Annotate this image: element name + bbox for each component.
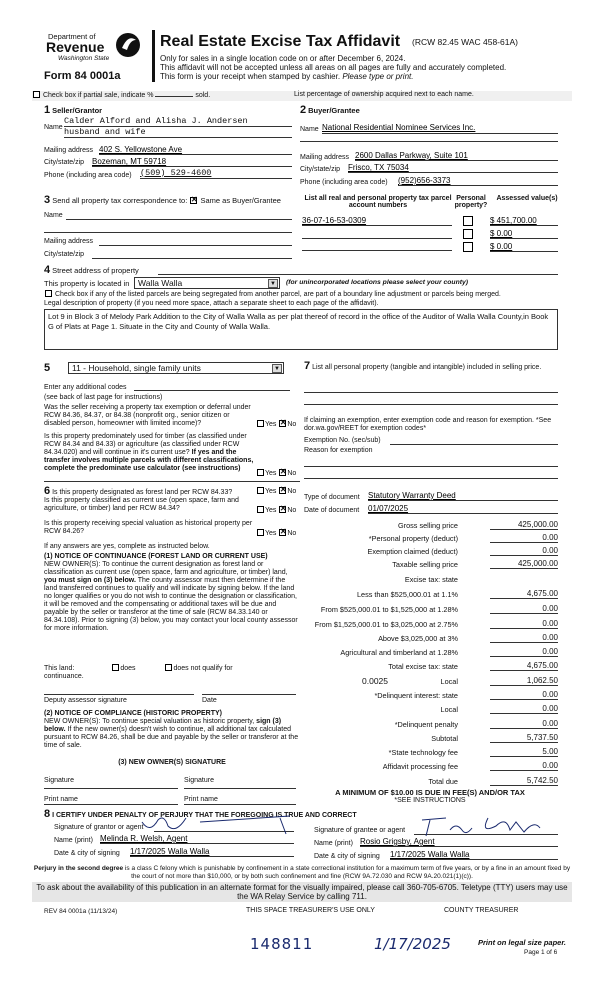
buyer-phone-label: Phone (including area code) (300, 179, 388, 186)
section-4-header (44, 264, 139, 276)
seller-city-value: Bozeman, MT 59718 (92, 157, 167, 166)
s6-p1 (44, 561, 300, 633)
partial-pct-field[interactable] (155, 96, 193, 97)
s3-mailing-label: Mailing address (44, 238, 94, 245)
calc-to1525-value[interactable]: 0.00 (490, 604, 558, 614)
doc-date-field[interactable] (368, 504, 558, 514)
calc-local-label: Local (440, 677, 458, 686)
location-select[interactable] (134, 277, 280, 289)
calc-to3025-label: From $1,525,000.01 to $3,025,000 at 2.75% (314, 620, 458, 629)
parcel-field-2[interactable] (302, 238, 452, 239)
personal-checkbox-1[interactable] (463, 216, 473, 226)
section-7-header (304, 362, 560, 372)
calc-interest-state-value[interactable]: 0.00 (490, 690, 558, 700)
s5-q2-yes-checkbox[interactable] (257, 469, 264, 476)
calc-penalty-label: *Delinquent penalty (394, 720, 458, 729)
county-treasurer: COUNTY TREASURER (444, 907, 519, 914)
personal-prop-line-2[interactable] (304, 404, 558, 405)
dept-state: Washington State (58, 55, 110, 62)
buyer-mailing-field[interactable] (355, 151, 558, 161)
s5-q1-yes-label: Yes (265, 421, 277, 428)
calc-less525-value[interactable]: 4,675.00 (490, 589, 558, 599)
seller-phone-label: Phone (including area code) (44, 172, 132, 179)
treasurer-use: THIS SPACE TREASURER'S USE ONLY (246, 907, 375, 914)
does-checkbox[interactable] (112, 664, 119, 671)
continuance-label: continuance. (44, 673, 84, 680)
buyer-title: Buyer/Grantee (308, 106, 360, 115)
availability-banner: To ask about the availability of this publication in an alternate format for the visually impaired, please call 360-705-6705. Teletype (TTY) users may use the WA Relay Service by calling 711. (32, 882, 572, 902)
calc-subtotal (300, 733, 560, 745)
s5-divider (44, 481, 300, 482)
s5-q1-answer (256, 420, 296, 428)
grantor-date-field[interactable] (130, 847, 294, 857)
s6-q3-no-checkbox[interactable] (279, 529, 286, 536)
calc-taxable-label: Taxable selling price (392, 560, 458, 569)
form-citation: (RCW 82.45 WAC 458-61A) (412, 37, 518, 47)
reason-label: Reason for exemption (304, 447, 373, 454)
owner-sig-label-1: Signature (44, 777, 74, 784)
s6-q1-no-checkbox[interactable] (279, 487, 286, 494)
seller-name-field-line2[interactable]: husband and wife (64, 127, 292, 138)
seller-name-field[interactable]: Calder Alford and Alisha J. Andersen (64, 116, 292, 127)
s5-q2-no-label: No (287, 470, 297, 477)
s6-p2b: sign (3) below. (44, 718, 282, 733)
header-divider (152, 30, 155, 82)
calc-to1525 (300, 604, 560, 616)
segregation-checkbox[interactable] (45, 290, 52, 297)
calc-exemption-label: Exemption claimed (deduct) (367, 547, 458, 556)
s6-q2-yes-label: Yes (265, 507, 277, 514)
calc-gross (300, 520, 560, 532)
s6-p1a: NEW OWNER(S): To continue the current designation as forest land or classification as current use (open space, farm and agriculture, or timber) land, (44, 561, 288, 576)
s3-name-line2[interactable] (44, 232, 292, 233)
s6-q2-no-checkbox[interactable] (279, 506, 286, 513)
calc-above-value[interactable]: 0.00 (490, 633, 558, 643)
calc-less525-label: Less than $525,000.01 at 1.1% (356, 590, 458, 599)
partial-sale-row (32, 91, 572, 101)
calc-total-state-label: Total excise tax: state (388, 662, 458, 671)
doc-type-value: Statutory Warranty Deed (368, 491, 456, 500)
see-back-note: (see back of last page for instructions) (44, 394, 163, 401)
seller-phone-field[interactable] (140, 168, 292, 179)
calc-interest-local-label: Local (440, 705, 458, 714)
grantee-date-label: Date & city of signing (314, 853, 380, 860)
calc-total-due-label: Total due (428, 777, 458, 786)
seller-city-label: City/state/zip (44, 159, 85, 166)
buyer-section-title (300, 104, 360, 116)
deputy-sig-line[interactable] (44, 694, 194, 695)
grantee-date-value: 1/17/2025 Walla Walla (390, 850, 470, 859)
land-use-select[interactable] (68, 362, 284, 374)
grantor-date-label: Date & city of signing (54, 850, 120, 857)
parcel-header: List all real and personal property tax parcel account numbers (304, 195, 452, 209)
calc-to3025-value[interactable]: 0.00 (490, 619, 558, 629)
reason-line-1[interactable] (304, 466, 558, 467)
assessed-value-1: $ 451,700.00 (490, 216, 537, 225)
calc-penalty (300, 719, 560, 731)
buyer-mailing-value: 2600 Dallas Parkway, Suite 101 (355, 151, 468, 160)
street-address-line[interactable] (158, 274, 558, 275)
calc-above (300, 633, 560, 645)
section-3-text: Send all property tax correspondence to: (52, 196, 188, 205)
section-7-text: List all personal property (tangible and intangible) included in selling price. (312, 364, 542, 371)
s6-p2 (44, 718, 300, 750)
owner-print-label-1: Print name (44, 796, 78, 803)
deputy-date-label: Date (202, 697, 217, 704)
s6-q3-yes-checkbox[interactable] (257, 529, 264, 536)
calc-gross-value[interactable]: 425,000.00 (490, 520, 558, 530)
calc-personal-value[interactable]: 0.00 (490, 533, 558, 543)
s3-mailing-line[interactable] (99, 245, 292, 246)
calc-agri (300, 647, 560, 659)
calc-total-state (300, 661, 560, 673)
calc-excise-state (300, 574, 560, 586)
calc-tech-fee-value[interactable]: 5.00 (490, 747, 558, 757)
exempt-text: If claiming an exemption, enter exemption code and reason for exemption. *See dor.wa.gov/REET for exemption codes* (304, 417, 552, 432)
calc-penalty-value[interactable]: 0.00 (490, 719, 558, 729)
section-8-number: 8 (44, 808, 51, 820)
does-not-label: does not qualify for (173, 665, 233, 672)
personal-header: Personal property? (454, 195, 488, 209)
doc-type-label: Type of document (304, 494, 360, 501)
calc-taxable (300, 559, 560, 571)
certify-text: I CERTIFY UNDER PENALTY OF PERJURY THAT THE FOREGOING IS TRUE AND CORRECT (52, 812, 357, 819)
assessed-value-2: $ 0.00 (490, 229, 513, 238)
assessed-value-3: $ 0.00 (490, 242, 513, 251)
calc-to1525-label: From $525,000.01 to $1,525,000 at 1.28% (320, 605, 458, 614)
seller-name-label: Name (44, 124, 63, 131)
located-note: (for unincorporated locations please select your county) (286, 279, 469, 286)
partial-sale-checkbox[interactable] (33, 91, 40, 98)
perjury-bold: Perjury in the second degree (33, 865, 124, 872)
partial-sold-label: sold. (195, 92, 211, 99)
segregation-label: Check box if any of the listed parcels are being segregated from another parcel, are part of a boundary line adjustment or parcels being merged. (54, 291, 501, 298)
add-codes-line[interactable] (134, 390, 290, 391)
buyer-phone-field[interactable] (398, 176, 558, 186)
grantor-name-label: Name (print) (54, 837, 93, 844)
assessed-field-2[interactable] (490, 229, 558, 239)
s3-city-label: City/state/zip (44, 251, 85, 258)
s5-q2-no-checkbox[interactable] (279, 469, 286, 476)
seller-section-title (44, 104, 102, 116)
doc-date-value: 01/07/2025 (368, 504, 409, 513)
buyer-city-field[interactable] (348, 163, 558, 173)
legal-desc-label: Legal description of property (if you need more space, attach a separate sheet to each page of the affidavit). (44, 300, 379, 307)
s5-q1-no-checkbox[interactable] (279, 420, 286, 427)
buyer-mailing-label: Mailing address (300, 154, 350, 161)
calc-less525 (300, 589, 560, 601)
calc-agri-label: Agricultural and timberland at 1.28% (340, 648, 458, 657)
s6-p1c: The county assessor must then determine if the land transferred continues to qualify and will indicate by signing below. If the land no longer qualifies or you do not wish to continue the designation or classification, it will be removed and the compensating or additional taxes will be due and payable by the seller or transferor at the time of sale (RCW 84.33.140 or 84.34.108). Prior to signing (3) below, you may contact your local county assessor for more information. (44, 577, 298, 632)
doc-type-field[interactable] (368, 491, 558, 501)
deputy-date-line[interactable] (202, 694, 296, 695)
dept-line1: Department of (48, 32, 96, 41)
grantor-date-value: 1/17/2025 Walla Walla (130, 847, 210, 856)
assessed-header: Assessed value(s) (496, 195, 558, 202)
revenue-swirl-icon (114, 30, 142, 60)
s6-q3-no-label: No (287, 530, 297, 537)
owner-sig-line-2[interactable] (184, 788, 296, 789)
section-4-number: 4 (44, 264, 51, 276)
calc-interest-state (300, 690, 560, 702)
grantor-name-value: Melinda R. Welsh, Agent (100, 834, 188, 843)
partial-sale-label: Check box if partial sale, indicate % (42, 92, 154, 99)
same-as-buyer-checkbox[interactable] (190, 197, 197, 204)
s6-q2-text: Is this property classified as current use (open space, farm and agriculture, or timber) land per RCW 84.34? (44, 497, 239, 512)
s6-q1-no-label: No (287, 488, 297, 495)
calc-interest-state-label: *Delinquent interest: state (374, 691, 458, 700)
grantee-name-value: Rosio Grigsby, Agent (360, 837, 435, 846)
owner-print-line-2[interactable] (184, 804, 296, 805)
legal-desc-field[interactable]: Lot 9 in Block 3 of Melody Park Addition to the City of Walla Walla as per plat thereof of record in the office of the Auditor of Walla Walla County,in Book G of Plats at Page 1. Situate in the City and County of Walla Walla. (44, 309, 558, 350)
seller-title: Seller/Grantor (52, 106, 103, 115)
dept-revenue: Revenue (46, 39, 105, 55)
grantee-signature-scribble (416, 812, 556, 838)
header-line2: This affidavit will not be accepted unless all areas on all pages are fully and accurately completed. (160, 63, 507, 72)
personal-checkbox-2[interactable] (463, 229, 473, 239)
s5-q2-yes-label: Yes (265, 470, 277, 477)
calc-subtotal-value[interactable]: 5,737.50 (490, 733, 558, 743)
s6-h3: (3) NEW OWNER(S) SIGNATURE (118, 759, 226, 766)
local-rate: 0.0025 (362, 676, 388, 686)
parcel-field-1[interactable] (302, 216, 452, 226)
calc-tech-fee-label: *State technology fee (388, 748, 458, 757)
s6-q2-answer (256, 506, 296, 514)
section-6-number: 6 (44, 485, 51, 497)
handwritten-date: 1/17/2025 (374, 935, 451, 953)
buyer-city-value: Frisco, TX 75034 (348, 163, 409, 172)
exempt-no-label: Exemption No. (sec/sub) (304, 437, 381, 444)
land-use-value: 11 - Household, single family units (72, 363, 201, 373)
calc-affidavit-fee-value[interactable]: 0.00 (490, 761, 558, 771)
s6-q1-answer (256, 487, 296, 495)
calc-to3025 (300, 619, 560, 631)
does-not-checkbox[interactable] (165, 664, 172, 671)
seller-mailing-value: 402 S. Yellowstone Ave (99, 145, 183, 154)
list-pct-note: List percentage of ownership acquired next to each name. (294, 91, 474, 98)
calc-tech-fee (300, 747, 560, 759)
calc-total-due (300, 776, 560, 788)
grantee-sig-label: Signature of grantee or agent (314, 827, 406, 834)
section-7-number: 7 (304, 360, 311, 372)
personal-prop-line-1[interactable] (304, 392, 558, 393)
s6-q2-no-label: No (287, 507, 297, 514)
assessed-field-1[interactable] (490, 216, 558, 226)
header-line3-italic: Please type or print. (342, 72, 414, 81)
grantor-signature-scribble (140, 812, 300, 836)
s3-city-line[interactable] (92, 258, 292, 259)
s5-q1-text: Was the seller receiving a property tax exemption or deferral under RCW 84.36, 84.37, or 84.38 (nonprofit org., senior citizen or disabled person, homeowner with limited income)? (44, 404, 251, 427)
section-2-number: 2 (300, 104, 307, 116)
s3-name-line[interactable] (66, 219, 292, 220)
this-land-label: This land: (44, 665, 75, 672)
chevron-down-icon[interactable]: ▼ (272, 364, 282, 373)
grantor-sig-label: Signature of grantor or agent (54, 824, 144, 831)
does-label: does (120, 665, 136, 672)
see-instructions-note: *SEE INSTRUCTIONS (394, 797, 466, 804)
parcel-value-1: 36-07-16-53-0309 (302, 216, 367, 225)
section-3-header (44, 194, 281, 206)
s5-q2-bold: If yes and the transfer involves multiple parcels with different classifications, complete the predominate use calculator (see instructions) (44, 449, 254, 472)
s5-q1-yes-checkbox[interactable] (257, 420, 264, 427)
owner-sig-label-2: Signature (184, 777, 214, 784)
seller-city-field[interactable] (92, 157, 292, 167)
s5-q2-answer (256, 469, 296, 477)
calc-personal (300, 533, 560, 545)
owner-print-line-1[interactable] (44, 804, 178, 805)
add-codes-label: Enter any additional codes (44, 384, 127, 391)
calc-total-state-value[interactable]: 4,675.00 (490, 661, 558, 671)
header-line3-text: This form is your receipt when stamped by cashier. (160, 72, 341, 81)
s6-h1: (1) NOTICE OF CONTINUANCE (FOREST LAND OR CURRENT USE) (44, 553, 268, 560)
calc-exemption-value[interactable]: 0.00 (490, 546, 558, 556)
s5-q1-no-label: No (287, 421, 297, 428)
street-address-label: Street address of property (52, 266, 139, 275)
grantor-name-field[interactable] (100, 834, 294, 844)
calc-agri-value[interactable]: 0.00 (490, 647, 558, 657)
segregation-row (44, 290, 501, 298)
parcel-field-3[interactable] (302, 250, 452, 251)
perjury-notice (32, 865, 572, 880)
s3-name-label: Name (44, 212, 63, 219)
chevron-down-icon[interactable]: ▼ (268, 279, 278, 288)
calc-interest-local (300, 704, 560, 716)
rev-number: REV 84 0001a (11/13/24) (44, 908, 118, 915)
location-select-value: Walla Walla (138, 278, 183, 288)
s5-q2-text (44, 433, 256, 473)
calc-affidavit-fee (300, 761, 560, 773)
same-as-buyer-label: Same as Buyer/Grantee (200, 196, 281, 205)
located-label: This property is located in (44, 279, 130, 288)
s6-q2-yes-checkbox[interactable] (257, 506, 264, 513)
s5-q2-main: Is this property predominately used for timber (as classified under RCW 84.34 and 84.33) or agriculture (as classified under RCW 84.34.020) and will continue in it's current use? (44, 433, 247, 456)
buyer-name-field[interactable] (322, 123, 558, 134)
calc-subtotal-label: Subtotal (431, 734, 458, 743)
seller-mailing-label: Mailing address (44, 147, 94, 154)
assessed-field-3[interactable] (490, 242, 558, 252)
header-line3 (160, 72, 413, 81)
s6-p2a: NEW OWNER(S): To continue special valuation as historic property, (44, 718, 255, 725)
exempt-no-line[interactable] (390, 444, 558, 445)
form-title: Real Estate Excise Tax Affidavit (160, 33, 401, 50)
s6-h2: (2) NOTICE OF COMPLIANCE (HISTORIC PROPERTY) (44, 710, 222, 717)
section-5-number: 5 (44, 362, 51, 374)
calc-above-label: Above $3,025,000 at 3% (378, 634, 458, 643)
seller-phone-value: (509) 529-4600 (140, 168, 212, 178)
calc-gross-label: Gross selling price (397, 521, 458, 530)
s6-q1-yes-checkbox[interactable] (257, 487, 264, 494)
buyer-city-label: City/state/zip (300, 166, 341, 173)
header-line1: Only for sales in a single location code on or after December 6, 2024. (160, 54, 406, 63)
grantee-name-label: Name (print) (314, 840, 353, 847)
calc-local-value[interactable]: 1,062.50 (490, 676, 558, 686)
calc-taxable-value[interactable]: 425,000.00 (490, 559, 558, 569)
personal-checkbox-3[interactable] (463, 242, 473, 252)
owner-sig-line-1[interactable] (44, 788, 178, 789)
buyer-name-value: National Residential Nominee Services Inc. (322, 123, 476, 132)
s6-q3-yes-label: Yes (265, 530, 277, 537)
doc-date-label: Date of document (304, 507, 360, 514)
buyer-name-line2 (300, 141, 558, 142)
s6-q1-text: Is this property designated as forest land per RCW 84.33? (52, 489, 233, 496)
s6-q1-yes-label: Yes (265, 488, 277, 495)
s6-q3-text: Is this property receiving special valuation as historical property per RCW 84.26? (44, 520, 253, 535)
minimum-due-note: A MINIMUM OF $10.00 IS DUE IN FEE(S) AND/OR TAX (335, 788, 525, 797)
section-3-number: 3 (44, 194, 51, 206)
form-number: Form 84 0001a (44, 70, 121, 82)
seller-mailing-field[interactable] (99, 145, 292, 155)
print-legal-note: Print on legal size paper. (478, 938, 566, 947)
perjury-text: is a class C felony which is punishable by confinement in a state correctional institution for a maximum term of five years, or by a fine in an amount fixed by the court of not more than $10,000, or by both such confinement and fine (RCW 9A.72.030 and RCW 9A.20.021(1)(c)). (124, 865, 571, 880)
handwritten-number: 148811 (250, 935, 314, 953)
reason-line-2[interactable] (304, 478, 558, 479)
this-land-row (44, 664, 233, 672)
section-1-number: 1 (44, 104, 51, 116)
buyer-name-label: Name (300, 126, 319, 133)
s6-q3-answer (256, 529, 296, 537)
grantee-name-field[interactable] (360, 837, 558, 847)
buyer-phone-value: (952)656-3373 (398, 176, 451, 185)
deputy-sig-label: Deputy assessor signature (44, 697, 127, 704)
calc-excise-state-label: Excise tax: state (404, 575, 458, 584)
calc-total-due-value[interactable]: 5,742.50 (490, 776, 558, 786)
calc-interest-local-value[interactable]: 0.00 (490, 704, 558, 714)
calc-affidavit-fee-label: Affidavit processing fee (382, 762, 458, 771)
s6-p2c: If the new owner(s) doesn't wish to continue, all additional tax calculated pursuant to RCW 84.26, shall be due and payable by the seller or transferor at the time of sale. (44, 726, 299, 749)
calc-local (300, 676, 560, 688)
calc-exemption (300, 546, 560, 558)
grantee-date-field[interactable] (390, 850, 558, 860)
calc-personal-label: *Personal property (deduct) (368, 534, 458, 543)
s6-p1b: you must sign on (3) below. (44, 577, 136, 584)
s6-note: If any answers are yes, complete as instructed below. (44, 543, 210, 550)
s6-q1-row (44, 485, 232, 497)
page-number: Page 1 of 6 (524, 949, 558, 956)
owner-print-label-2: Print name (184, 796, 218, 803)
